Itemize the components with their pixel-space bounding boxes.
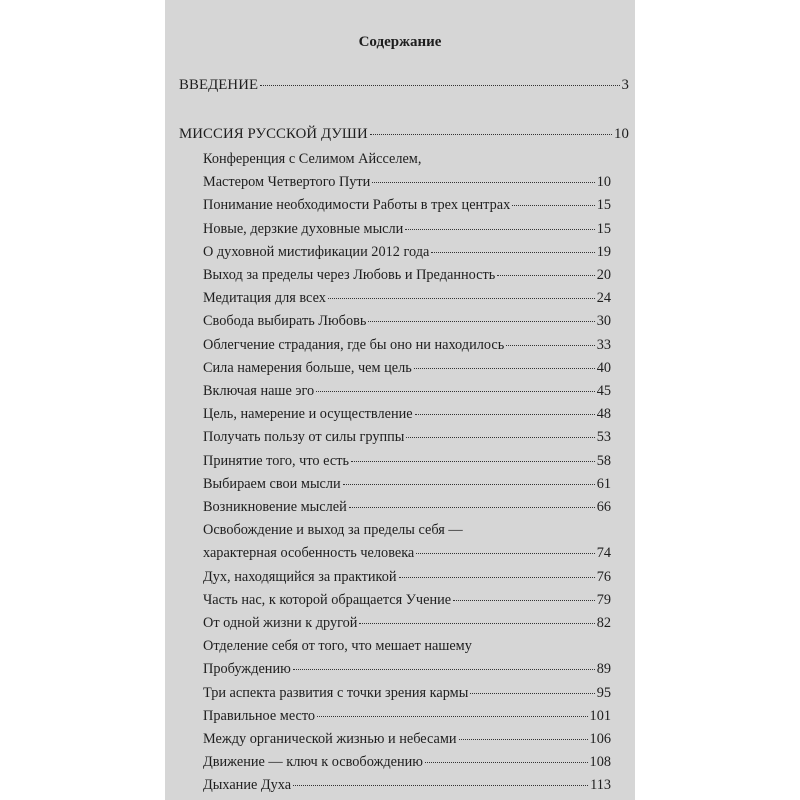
toc-entry — [203, 382, 611, 400]
toc-entry-page: 82 — [596, 615, 611, 631]
toc-entry-page: 20 — [596, 267, 611, 283]
toc-entry-page: 106 — [589, 731, 611, 747]
toc-entry-title: Сила намерения больше, чем цель — [203, 359, 412, 376]
leader-dots — [343, 484, 595, 485]
toc-entry-title: О духовной мистификации 2012 года — [203, 243, 430, 260]
toc-entry-intro — [179, 76, 629, 94]
toc-entry-page: 66 — [596, 499, 611, 515]
toc-entry-title: Выбираем свои мысли — [203, 475, 341, 492]
toc-entry-title: Возникновение мыслей — [203, 499, 347, 515]
toc-entry — [203, 614, 611, 632]
toc-entry — [203, 266, 611, 284]
leader-dots — [470, 693, 594, 694]
toc-entry-page: 74 — [596, 545, 611, 562]
toc-entry-title: Медитация для всех — [203, 290, 326, 307]
toc-entry — [203, 684, 611, 702]
toc-entry — [203, 753, 611, 771]
leader-dots — [260, 85, 619, 86]
leader-dots — [372, 182, 594, 183]
toc-entry-title: Свобода выбирать Любовь — [203, 313, 367, 330]
leader-dots — [293, 669, 595, 670]
toc-entry-page: 95 — [596, 684, 611, 701]
toc-entry-page: 24 — [596, 290, 611, 307]
toc-entry — [203, 196, 611, 214]
leader-dots — [405, 229, 594, 230]
toc-entry-title: Мастером Четвертого Пути — [203, 174, 371, 190]
book-page — [165, 0, 635, 800]
toc-entry-page: 45 — [596, 383, 611, 399]
toc-entry-title: Принятие того, что есть — [203, 452, 349, 469]
toc-entry — [203, 498, 611, 516]
leader-dots — [512, 205, 594, 206]
toc-entry-page: 10 — [596, 174, 611, 190]
toc-entry-page: 108 — [589, 754, 611, 771]
toc-entry-page: 113 — [590, 777, 611, 794]
toc-entry-title: От одной жизни к другой — [203, 615, 358, 631]
leader-dots — [431, 252, 594, 253]
table-of-contents — [179, 0, 629, 800]
toc-entry-page: 58 — [596, 452, 611, 469]
toc-entry — [203, 312, 611, 330]
toc-entry-title-line1: Отделение себя от того, что мешает нашему — [203, 638, 472, 655]
toc-entry-page: 101 — [589, 707, 611, 724]
toc-entry-title: Пробуждению — [203, 661, 291, 678]
toc-entry-title: ВВЕДЕНИЕ — [179, 77, 259, 93]
leader-dots — [370, 134, 612, 135]
toc-entry-page: 79 — [596, 591, 611, 608]
leader-dots — [416, 553, 594, 554]
toc-entry — [203, 359, 611, 377]
toc-entry — [203, 336, 611, 354]
leader-dots — [368, 321, 594, 322]
toc-entry — [203, 243, 611, 261]
leader-dots — [425, 762, 588, 763]
toc-entry-part — [179, 125, 629, 143]
toc-entry — [203, 452, 611, 470]
contents-heading: Содержание — [358, 34, 442, 50]
toc-entry — [203, 730, 611, 748]
toc-entry-title: Облегчение страдания, где бы оно ни находилось — [203, 336, 505, 353]
toc-entry — [203, 776, 611, 794]
toc-entry-title: Включая наше эго — [203, 383, 315, 399]
leader-dots — [351, 461, 595, 462]
toc-entry — [203, 475, 611, 493]
leader-dots — [317, 716, 587, 717]
leader-dots — [497, 275, 594, 276]
leader-dots — [316, 391, 595, 392]
toc-entry — [203, 428, 611, 446]
toc-entry-page: 53 — [596, 429, 611, 446]
toc-entry-title: характерная особенность человека — [203, 545, 415, 562]
toc-entry-title: Выход за пределы через Любовь и Преданность — [203, 267, 496, 283]
toc-entry-title: Между органической жизнью и небесами — [203, 731, 457, 747]
toc-entry — [203, 150, 611, 191]
toc-entry-page: 10 — [614, 126, 629, 142]
toc-entry-page: 40 — [596, 359, 611, 376]
toc-entry-title: Получать пользу от силы группы — [203, 429, 405, 446]
toc-entry-title: Дыхание Духа — [203, 777, 292, 794]
toc-entry — [203, 568, 611, 586]
toc-entry-page: 19 — [596, 243, 611, 260]
toc-entry-title: Движение — ключ к освобождению — [203, 754, 423, 771]
toc-entry-page: 89 — [596, 661, 611, 678]
toc-entry-page: 33 — [596, 336, 611, 353]
leader-dots — [453, 600, 595, 601]
toc-entry-page: 30 — [596, 313, 611, 330]
leader-dots — [349, 507, 595, 508]
toc-entry-page: 15 — [596, 197, 611, 214]
leader-dots — [406, 437, 594, 438]
toc-entry-page: 61 — [596, 475, 611, 492]
toc-entry-title: Цель, намерение и осуществление — [203, 406, 413, 423]
toc-entry — [203, 707, 611, 725]
toc-entry-title: Часть нас, к которой обращается Учение — [203, 591, 452, 608]
toc-entry — [203, 405, 611, 423]
leader-dots — [293, 785, 588, 786]
toc-entry — [203, 289, 611, 307]
toc-entry-title-line1: Освобождение и выход за пределы себя — — [203, 522, 463, 539]
toc-entry-page: 3 — [621, 77, 629, 93]
toc-entry-title: Понимание необходимости Работы в трех центрах — [203, 197, 511, 214]
toc-entry — [203, 591, 611, 609]
toc-entry-page: 76 — [596, 568, 611, 585]
toc-entry — [203, 637, 611, 678]
toc-entry-page: 48 — [596, 406, 611, 423]
toc-entry-title: Новые, дерзкие духовные мысли — [203, 220, 404, 237]
toc-entry-title: Дух, находящийся за практикой — [203, 568, 397, 585]
toc-entry-title: Правильное место — [203, 707, 316, 724]
leader-dots — [415, 414, 595, 415]
toc-entry-title: МИССИЯ РУССКОЙ ДУШИ — [179, 126, 368, 142]
leader-dots — [399, 577, 595, 578]
leader-dots — [414, 368, 595, 369]
toc-entry-page: 15 — [596, 220, 611, 237]
leader-dots — [506, 345, 594, 346]
toc-entry — [203, 220, 611, 238]
leader-dots — [328, 298, 595, 299]
toc-entry — [203, 521, 611, 562]
toc-entry-title-line1: Конференция с Селимом Айсселем, — [203, 151, 422, 167]
leader-dots — [359, 623, 594, 624]
leader-dots — [459, 739, 588, 740]
toc-entry-title: Три аспекта развития с точки зрения кармы — [203, 684, 469, 701]
